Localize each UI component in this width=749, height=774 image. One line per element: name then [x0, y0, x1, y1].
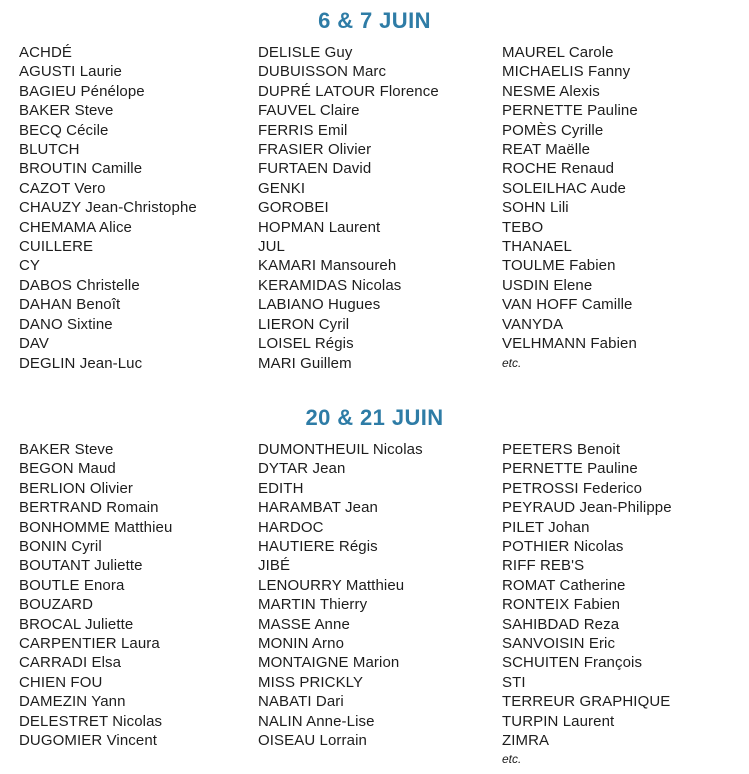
- list-item: RONTEIX Fabien: [502, 596, 621, 614]
- guest-column-3: [502, 43, 749, 371]
- list-item: PEETERS Benoit: [502, 440, 621, 458]
- list-item: EDITH: [258, 479, 304, 497]
- list-item: MONTAIGNE Marion: [258, 654, 400, 672]
- list-item: OISEAU Lorrain: [258, 732, 367, 749]
- guest-column-2: [258, 43, 502, 373]
- list-item: TOULME Fabien: [502, 257, 616, 275]
- list-item: FAUVEL Claire: [258, 102, 360, 120]
- list-item: MAUREL Carole: [502, 44, 614, 61]
- list-item: LABIANO Hugues: [258, 296, 381, 314]
- list-item: BOUTANT Juliette: [19, 557, 143, 575]
- section-title: 6 & 7 JUIN: [318, 8, 431, 33]
- guest-list: [258, 43, 502, 373]
- list-item: DAV: [19, 335, 50, 353]
- list-item: MASSE Anne: [258, 615, 350, 633]
- list-item: RIFF REB'S: [502, 557, 585, 575]
- list-item: FRASIER Olivier: [258, 141, 372, 159]
- list-item: PERNETTE Pauline: [502, 460, 638, 478]
- list-item: BERTRAND Romain: [19, 499, 159, 517]
- list-item: HARAMBAT Jean: [258, 499, 378, 517]
- list-item: TERREUR GRAPHIQUE: [502, 693, 671, 711]
- list-item: PILET Johan: [502, 518, 590, 536]
- list-item: CUILLERE: [19, 238, 94, 256]
- list-item: LENOURRY Matthieu: [258, 576, 405, 594]
- list-item: BLUTCH: [19, 141, 80, 159]
- list-item: DEGLIN Jean-Luc: [19, 354, 143, 372]
- guest-list: [19, 43, 258, 373]
- list-item: STI: [502, 673, 526, 691]
- list-item: KERAMIDAS Nicolas: [258, 276, 402, 294]
- list-item: TEBO: [502, 218, 544, 236]
- list-item: FERRIS Emil: [258, 121, 348, 139]
- guest-column-1: [19, 440, 258, 751]
- list-item: MICHAELIS Fanny: [502, 63, 631, 81]
- list-item: ROCHE Renaud: [502, 160, 615, 178]
- list-item: BOUZARD: [19, 596, 94, 614]
- list-item: SANVOISIN Eric: [502, 634, 616, 652]
- list-item: JUL: [258, 238, 285, 256]
- list-item: NABATI Dari: [258, 693, 344, 711]
- list-item: MONIN Arno: [258, 634, 345, 652]
- list-item: CARRADI Elsa: [19, 654, 122, 672]
- list-item: DAMEZIN Yann: [19, 693, 126, 711]
- section-title: 20 & 21 JUIN: [305, 404, 444, 430]
- list-item: BECQ Cécile: [19, 121, 109, 139]
- list-item: VAN HOFF Camille: [502, 296, 633, 314]
- list-item: CHAUZY Jean-Christophe: [19, 199, 197, 217]
- list-item: BEGON Maud: [19, 460, 116, 478]
- guest-list: [502, 440, 749, 751]
- list-item: SAHIBDAD Reza: [502, 615, 620, 633]
- list-item: CHEMAMA Alice: [19, 218, 132, 236]
- list-item: CAZOT Vero: [19, 179, 106, 197]
- list-item: CY: [19, 257, 41, 275]
- list-item: BERLION Olivier: [19, 479, 134, 497]
- list-item: BOUTLE Enora: [19, 576, 125, 594]
- list-item: KAMARI Mansoureh: [258, 257, 397, 275]
- list-item: NALIN Anne-Lise: [258, 712, 375, 730]
- list-item: BROUTIN Camille: [19, 160, 143, 178]
- list-item: DABOS Christelle: [19, 276, 140, 294]
- list-item: VANYDA: [502, 315, 564, 333]
- list-item: GENKI: [258, 179, 306, 197]
- list-item: SCHUITEN François: [502, 654, 643, 672]
- list-item: BROCAL Juliette: [19, 615, 134, 633]
- list-item: PETROSSI Federico: [502, 479, 643, 497]
- etc-label: etc.: [502, 355, 522, 370]
- list-item: HAUTIERE Régis: [258, 537, 378, 555]
- list-item: TURPIN Laurent: [502, 712, 615, 730]
- list-item: CARPENTIER Laura: [19, 634, 160, 652]
- list-item: SOHN Lili: [502, 199, 569, 217]
- list-item: HOPMAN Laurent: [258, 218, 381, 236]
- list-item: DUBUISSON Marc: [258, 63, 387, 81]
- list-item: ACHDÉ: [19, 44, 73, 61]
- section-20-21-juin: [0, 406, 749, 768]
- guest-list: [502, 43, 749, 354]
- list-item: BONHOMME Matthieu: [19, 518, 173, 536]
- list-item: GOROBEI: [258, 199, 329, 217]
- list-item: FURTAEN David: [258, 160, 372, 178]
- list-item: MARI Guillem: [258, 354, 352, 372]
- list-item: LOISEL Régis: [258, 335, 354, 353]
- list-item: PEYRAUD Jean-Philippe: [502, 499, 672, 517]
- list-item: ROMAT Catherine: [502, 576, 626, 594]
- list-item: DELESTRET Nicolas: [19, 712, 163, 730]
- list-item: BAGIEU Pénélope: [19, 82, 145, 100]
- list-item: BONIN Cyril: [19, 537, 102, 555]
- list-item: CHIEN FOU: [19, 673, 103, 691]
- list-item: MISS PRICKLY: [258, 673, 364, 691]
- guest-column-2: [258, 440, 502, 751]
- list-item: AGUSTI Laurie: [19, 63, 123, 81]
- list-item: POTHIER Nicolas: [502, 537, 624, 555]
- list-item: JIBÉ: [258, 557, 291, 575]
- section-columns: [0, 440, 749, 768]
- guest-list: [19, 440, 258, 751]
- list-item: DUPRÉ LATOUR Florence: [258, 82, 439, 100]
- section-6-7-juin: [0, 0, 749, 373]
- list-item: NESME Alexis: [502, 82, 600, 100]
- list-item: BAKER Steve: [19, 440, 114, 458]
- list-item: VELHMANN Fabien: [502, 335, 637, 353]
- list-item: DAHAN Benoît: [19, 296, 121, 314]
- etc-label: etc.: [502, 752, 522, 767]
- list-item: SOLEILHAC Aude: [502, 179, 626, 197]
- list-item: REAT Maëlle: [502, 141, 591, 159]
- list-item: DANO Sixtine: [19, 315, 113, 333]
- list-item: THANAEL: [502, 238, 572, 256]
- list-item: DELISLE Guy: [258, 44, 353, 61]
- list-item: LIERON Cyril: [258, 315, 350, 333]
- list-item: DYTAR Jean: [258, 460, 346, 478]
- list-item: HARDOC: [258, 518, 324, 536]
- guest-list: [258, 440, 502, 751]
- list-item: DUMONTHEUIL Nicolas: [258, 440, 423, 458]
- list-item: POMÈS Cyrille: [502, 121, 604, 139]
- list-item: ZIMRA: [502, 732, 550, 749]
- list-item: MARTIN Thierry: [258, 596, 368, 614]
- section-columns: [0, 43, 749, 373]
- guest-column-1: [19, 43, 258, 373]
- list-item: BAKER Steve: [19, 102, 114, 120]
- list-item: USDIN Elene: [502, 276, 593, 294]
- guest-column-3: [502, 440, 749, 768]
- list-item: PERNETTE Pauline: [502, 102, 638, 120]
- list-item: DUGOMIER Vincent: [19, 732, 158, 749]
